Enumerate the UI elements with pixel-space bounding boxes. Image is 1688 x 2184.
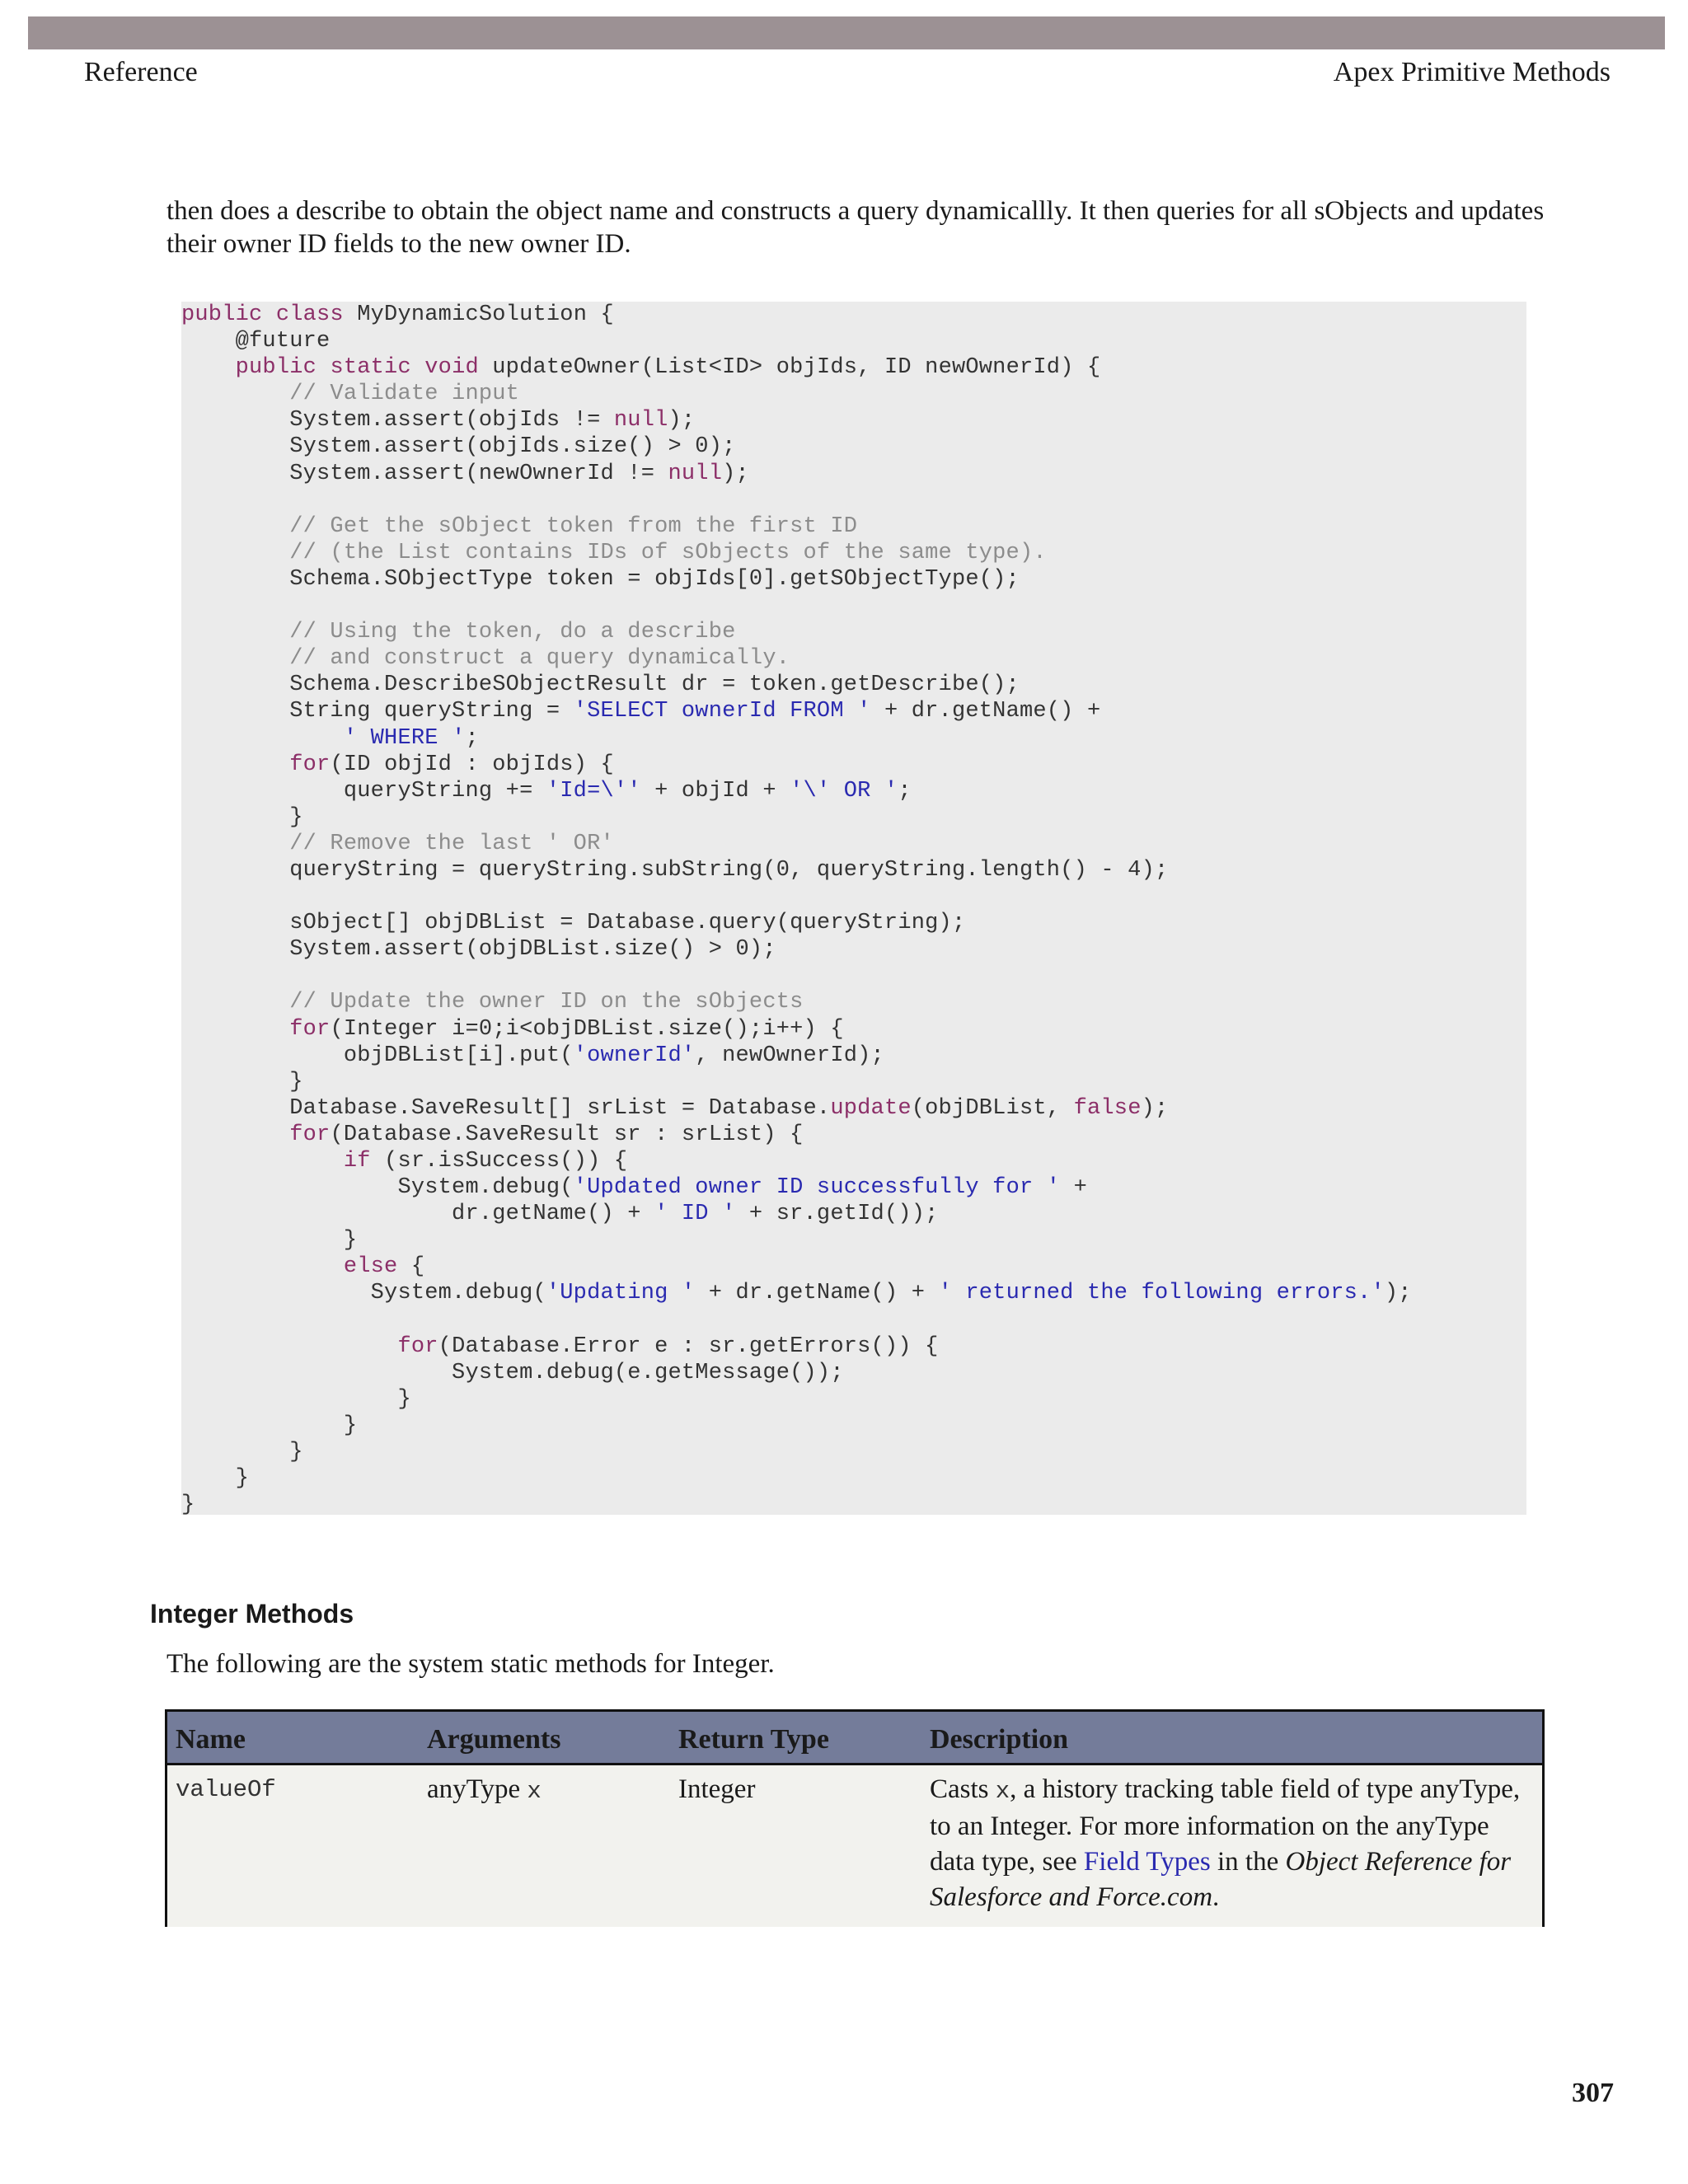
code-token: 'SELECT ownerId FROM ' — [573, 699, 871, 724]
code-token: } — [181, 1228, 358, 1254]
code-line — [181, 1095, 1526, 1122]
code-token: 'Updating ' — [546, 1281, 696, 1306]
code-token: ; — [898, 778, 912, 804]
desc-text: . — [1212, 1882, 1220, 1912]
code-token: false — [1073, 1095, 1142, 1121]
header-arguments: Arguments — [427, 1724, 561, 1755]
code-line — [181, 883, 1526, 910]
code-token: , newOwnerId); — [695, 1043, 884, 1068]
code-token: else — [343, 1254, 398, 1280]
header-name: Name — [176, 1724, 246, 1755]
desc-italic: Salesforce and Force.com — [930, 1882, 1213, 1912]
header-return-type: Return Type — [678, 1724, 829, 1755]
code-line — [181, 1333, 1526, 1360]
section-intro: The following are the system static methods for Integer. — [166, 1649, 775, 1679]
code-token: 'ownerId' — [573, 1043, 696, 1068]
code-token: Schema.SObjectType token = objIds[0].getSObjectType(); — [181, 566, 1020, 592]
code-token: // Using the token, do a describe — [181, 620, 736, 645]
code-token: (ID objId : objIds) { — [330, 752, 614, 777]
code-line — [181, 989, 1526, 1015]
code-token: } — [181, 1440, 303, 1465]
code-line — [181, 752, 1526, 778]
desc-text: , a history tracking table field of type anyType, — [1010, 1774, 1521, 1804]
code-token: + — [1060, 1175, 1087, 1201]
code-token: System.debug( — [181, 1281, 546, 1306]
code-token: ); — [722, 461, 749, 486]
code-token: (Database.SaveResult sr : srList) { — [330, 1122, 804, 1147]
code-line — [181, 1043, 1526, 1069]
code-token: + objId + — [640, 778, 790, 804]
code-line — [181, 1492, 1526, 1515]
code-token — [181, 1017, 289, 1042]
code-token: ' ID ' — [654, 1202, 736, 1227]
code-token: Database.SaveResult[] srList = Database. — [181, 1095, 831, 1121]
code-line — [181, 1465, 1526, 1492]
code-token: } — [181, 1493, 195, 1515]
desc-line-2: to an Integer. For more information on the anyType — [930, 1811, 1489, 1841]
code-token: (sr.isSuccess()) { — [370, 1149, 628, 1174]
code-line — [181, 302, 1526, 328]
code-listing — [181, 302, 1526, 1515]
running-header-right: Apex Primitive Methods — [1333, 57, 1611, 87]
code-token: public static void — [235, 355, 479, 381]
code-token: 'Updated owner ID successfully for ' — [573, 1175, 1061, 1201]
cell-method-name: valueOf — [176, 1776, 276, 1803]
code-token: ' returned the following errors.' — [938, 1281, 1385, 1306]
code-line — [181, 354, 1526, 381]
table-header-row — [165, 1709, 1545, 1765]
code-token: // Update the owner ID on the sObjects — [181, 990, 804, 1015]
code-token: @future — [181, 329, 331, 354]
code-line — [181, 619, 1526, 645]
code-token: dr.getName() + — [181, 1202, 655, 1227]
arg-type: anyType — [427, 1774, 521, 1804]
code-token: updateOwner(List<ID> objIds, ID newOwnerId) { — [478, 355, 1101, 381]
code-line — [181, 645, 1526, 672]
code-token — [181, 752, 289, 777]
code-token: } — [181, 804, 303, 830]
code-token: ; — [465, 725, 479, 751]
code-token: '\' OR ' — [790, 778, 898, 804]
code-line — [181, 1016, 1526, 1043]
code-token: (objDBList, — [911, 1095, 1074, 1121]
code-line — [181, 698, 1526, 724]
code-token: ); — [668, 408, 696, 434]
code-line — [181, 1360, 1526, 1386]
code-line — [181, 381, 1526, 407]
code-line — [181, 936, 1526, 963]
code-token: } — [181, 1466, 250, 1492]
code-line — [181, 831, 1526, 857]
code-line — [181, 540, 1526, 566]
desc-line-4 — [930, 1880, 1531, 1915]
code-token: String queryString = — [181, 699, 574, 724]
code-line — [181, 1148, 1526, 1174]
desc-text: data type, see — [930, 1847, 1077, 1877]
code-token: Schema.DescribeSObjectResult dr = token.getDescribe(); — [181, 673, 1020, 698]
code-token: null — [668, 461, 723, 486]
code-token: ' WHERE ' — [343, 725, 466, 751]
code-line — [181, 513, 1526, 540]
code-line — [181, 566, 1526, 593]
code-line — [181, 778, 1526, 804]
code-token: sObject[] objDBList = Database.query(queryString); — [181, 911, 966, 936]
code-token: // Validate input — [181, 382, 520, 407]
code-token: (Integer i=0;i<objDBList.size();i++) { — [330, 1016, 844, 1042]
page-number: 307 — [1572, 2078, 1614, 2108]
code-line — [181, 1227, 1526, 1254]
code-token: } — [181, 1386, 411, 1412]
code-line — [181, 1307, 1526, 1333]
code-token: queryString = queryString.subString(0, queryString.length() - 4); — [181, 857, 1169, 883]
code-token: MyDynamicSolution { — [343, 302, 614, 327]
code-token: + dr.getName() + — [870, 699, 1101, 724]
code-line — [181, 1254, 1526, 1280]
cell-arguments — [427, 1772, 542, 1809]
running-header-left: Reference — [84, 57, 198, 87]
code-line — [181, 672, 1526, 698]
code-line — [181, 1439, 1526, 1465]
code-line — [181, 407, 1526, 434]
code-token: // Get the sObject token from the first ID — [181, 513, 858, 539]
code-token: for — [289, 1122, 331, 1147]
cell-return-type: Integer — [678, 1774, 756, 1804]
code-line — [181, 804, 1526, 831]
code-token: // (the List contains IDs of sObjects of the same type). — [181, 540, 1047, 565]
code-token: objDBList[i].put( — [181, 1043, 574, 1068]
code-block — [181, 302, 1526, 1515]
code-token — [181, 1149, 344, 1174]
code-line — [181, 1174, 1526, 1201]
desc-text: Casts — [930, 1774, 989, 1804]
field-types-link[interactable]: Field Types — [1083, 1847, 1211, 1877]
table-row — [165, 1765, 1545, 1927]
code-line — [181, 857, 1526, 883]
code-token: + dr.getName() + — [695, 1281, 939, 1306]
code-token: System.assert(newOwnerId != — [181, 461, 668, 486]
desc-text: in the — [1217, 1847, 1279, 1877]
code-token: // and construct a query dynamically. — [181, 646, 790, 672]
code-line — [181, 725, 1526, 752]
code-token: ); — [1141, 1095, 1169, 1121]
code-line — [181, 328, 1526, 354]
methods-table — [165, 1709, 1545, 1927]
code-token: + sr.getId()); — [735, 1202, 939, 1227]
code-token: queryString += — [181, 778, 546, 804]
code-token — [181, 726, 344, 751]
cell-description — [930, 1772, 1531, 1915]
code-token — [181, 1334, 397, 1359]
code-token: System.assert(objIds != — [181, 408, 614, 434]
code-token: for — [397, 1333, 438, 1359]
code-token: update — [830, 1095, 912, 1121]
code-token: for — [289, 1016, 331, 1042]
code-token: ); — [1384, 1281, 1412, 1306]
code-line — [181, 963, 1526, 989]
code-token: (Database.Error e : sr.getErrors()) { — [438, 1333, 939, 1359]
code-token: System.debug( — [181, 1175, 574, 1201]
code-line — [181, 1413, 1526, 1439]
code-line — [181, 1280, 1526, 1306]
code-token: null — [613, 408, 668, 434]
code-line — [181, 461, 1526, 487]
code-token: } — [181, 1413, 358, 1438]
desc-line-3 — [930, 1844, 1531, 1880]
desc-line-1 — [930, 1772, 1531, 1809]
code-line — [181, 434, 1526, 460]
code-token: for — [289, 752, 331, 777]
code-token: 'Id=\'' — [546, 778, 641, 804]
code-token: public class — [181, 302, 344, 327]
code-token: if — [343, 1149, 371, 1174]
section-heading: Integer Methods — [150, 1599, 354, 1629]
code-token: { — [397, 1254, 425, 1280]
header-description: Description — [930, 1724, 1069, 1755]
code-token: System.debug(e.getMessage()); — [181, 1360, 844, 1385]
code-token: System.assert(objIds.size() > 0); — [181, 434, 736, 460]
code-line — [181, 487, 1526, 513]
code-token — [181, 1122, 289, 1147]
code-line — [181, 910, 1526, 936]
code-token — [181, 355, 236, 380]
code-token: System.assert(objDBList.size() > 0); — [181, 937, 776, 963]
code-line — [181, 1122, 1526, 1148]
code-line — [181, 1386, 1526, 1413]
code-token — [181, 1254, 344, 1279]
code-line — [181, 1201, 1526, 1227]
arg-var: x — [527, 1778, 542, 1805]
desc-var: x — [995, 1778, 1010, 1805]
header-bar — [28, 16, 1665, 49]
desc-italic: Object Reference for — [1285, 1847, 1512, 1877]
code-token: // Remove the last ' OR' — [181, 831, 614, 856]
code-line — [181, 593, 1526, 619]
intro-paragraph: then does a describe to obtain the object name and constructs a query dynamicallly. It then queries for all sObjects and updates their owner ID fields to the new owner ID. — [166, 196, 1545, 259]
code-token: } — [181, 1069, 303, 1094]
code-line — [181, 1069, 1526, 1095]
